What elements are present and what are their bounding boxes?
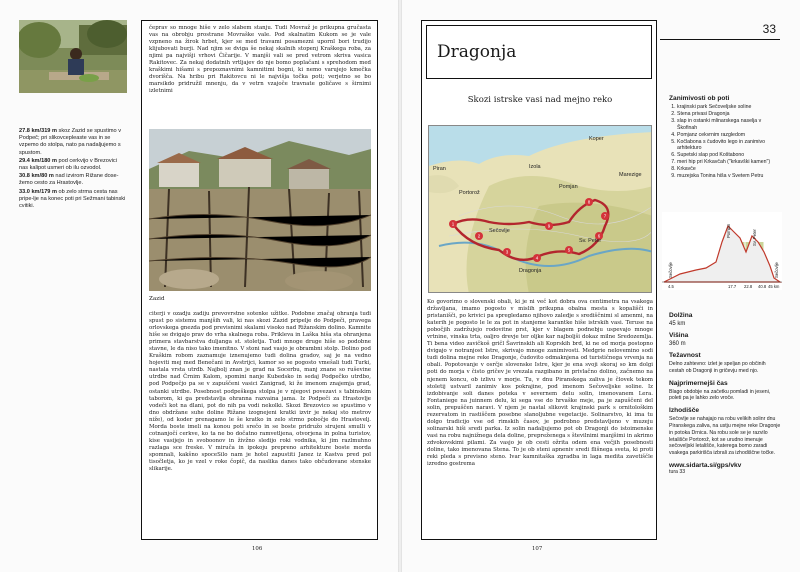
difficulty-value: Delno zahtevno: izlet je speljan po občinih cestah ob Dragonji in gričevju med njo. <box>669 361 766 374</box>
start-point-value: Sečovlje se nahajajo na robu velikih solinr dnu Piranskega zaliva, na ustju mejne reke Dragonje in potoka Drnica. Na robu sole se je razvilo letališče Portorož, kot se urudno imenuje sečoveljski letališče, katerega bomo zaradi vsakega parkirišča izbrali za izhodiščne točke. <box>669 416 781 457</box>
attraction-item: 1. krajinski park Sečoveljske soline <box>677 104 781 111</box>
route-line-4: 33.0 km/179 m ob zelo strma cesta nas pripe-lje na konec poti pri Sežmani tabinski cvitiki. <box>19 188 126 210</box>
route-point-1: 1 <box>451 221 455 227</box>
woman-with-basket-photo <box>19 20 127 93</box>
profile-label-end: Sečovlje <box>774 262 779 278</box>
length-value: 45 km <box>669 321 686 327</box>
start-point-label: Izhodišče <box>669 407 700 415</box>
vineyard-village-photo <box>149 129 371 291</box>
chapter-number-bar <box>660 20 780 40</box>
chapter-number: 33 <box>762 22 776 36</box>
route-point-8: 8 <box>587 199 591 205</box>
route-point-7: 7 <box>603 213 607 219</box>
profile-axis-4: 40.8 <box>758 284 767 289</box>
attractions-heading: Zanimivosti ob poti <box>669 95 730 102</box>
book-gutter <box>398 0 402 572</box>
left-page-frame <box>141 20 378 540</box>
route-point-2: 2 <box>477 233 481 239</box>
map-label-portoroz: Portorož <box>459 190 480 196</box>
map-label-secovlje: Sečovlje <box>489 228 510 234</box>
elevation-profile <box>662 212 782 290</box>
route-description-sidebar <box>19 128 127 211</box>
attractions-box <box>669 95 781 180</box>
map-label-piran: Piran <box>433 166 446 172</box>
attraction-item: 3. slap in ostanki mlinarskega naselja v Škofinah <box>677 118 781 132</box>
right-body-text: Ko govorimo o slovenski obali, ki je ni več kot dobra ova centimetra na vsakega državljana, imamo pogosto v mislih prikupna obalna mesta s kopališči in pristanišči, po krivici pa spregledamo njihovo zaledje s središčnimi sl amenmi, na katerih je pogosto le le za pot in stanjeme karantke hiše istrskih vasi. Teruse na pobočjih zadržujejo rodovitne prst, kjer v blagem podnebju uspevajo mnoge vrtnine, vinska trta, oaljro drevje ter oljke kar najboljši dokaz milne Sredozemlja. Ti bena video zavičkoš gričl Šavrinskih ali Koprskih brd, ki ne od morja postopno dvigajo v notranjost Istre, skrivajo mnoge zanimivosti. Medgrie nelovemino sodi tudi dolina mejne reke Dragonje, čudovito odmaknjena od turističnega vrvenja na obali. Popotovanje v osrčje slovenske Istre, kjer je ena svoji skoraj so km dolgi poti do morja v čisto gričev je vrezala razgibano in privlačno dolino, začnemo na njenem koncu, ob izlivu v morje. Tu, v dnu Piranskega zaliva je človek tekom stoletij ustvaril zanimiv kos pokrajine, pod imenom Sečoveljske soline. Iz izdobivanje soli danes poteka v severnem delu solin, imenovanem Lera. Fontaniege na juinnem delu, ki sega vse do hrvaške meje, pa je zapuščeni del solin, prepuščen naravi. V njem je nastal slikovit krajinski park s ornitološkim rezervatom in rastiščem posebne slanoljubne vegetacije. Solinarstvo, ki ima tu dolgo tradicijo vse od rimskih časov, je podrobno predstavljeno v muzeju solinarski hiši sredi parka. Iz solin nadaljujemo pot ob Dragonji do istoimenske vasi na robu najnižnega dela doline, prepreženega s številnimi manjšimi in akrimo zdvokovskimi pilami. Za vasjo je ob cesti ožrita odem ena večjih posebnosti doline, tako imenovana Stena. To je ob steni apneniv sredi flišnega sveta, ki proti reki pleda s previsno steno. Ivar kamnitaška zgradba in laga medita zavetiščle izredno gostrema <box>427 299 653 468</box>
attraction-item: 9. muzejska Tonina hiša v Svetem Petru <box>677 173 781 180</box>
route-line-1: 27.8 km/319 m skoz Zazid se spustimo v Podpeč; pri slikovcepleaste vas in se vzpemo do stolpa, nato pa nadaljujemo s spustom. <box>19 128 122 156</box>
trip-facts <box>669 312 781 476</box>
route-point-3: 3 <box>505 249 509 255</box>
route-point-6: 6 <box>597 233 601 239</box>
right-page-frame <box>421 20 657 540</box>
photo-caption: Zazid <box>149 296 165 302</box>
map-label-izola: Izola <box>529 164 541 170</box>
route-point-9: 9 <box>547 223 551 229</box>
photo-zazid-vineyard <box>149 129 371 291</box>
chapter-subtitle: Skozi istrske vasi nad mejno reko <box>467 95 613 105</box>
attraction-item: 6. Supetski slap pod Koštabono <box>677 152 781 159</box>
attraction-item: 5. Kočlabona s čudovito lego in zanimivo arhitekturo <box>677 139 781 153</box>
profile-axis-3: 22.8 <box>744 284 753 289</box>
route-map <box>428 125 652 293</box>
left-text-top: čeprav so mnoge hiše v zelo slabem stanju. Tudi Movraž je prikupna gručasta vas na obrobju prostrane Movraške vale. Pod skalnatim Kukom se je vale vzpneno na žirok hrbet, kjer se med travami posamezni upornl bori trudijo klijubovati burji. Nad njim se dviga še nekaj skalnih stopenj Kraškega roba, za njimi pa najvišji vrhovi Čičarije. V manjši vali se pred vetrom skriva vasica Rakitovec. Za nekaj dodatnih vrtljajev do nje bomo poplačani s sprehodom med kraškimi hišami s prepoznavnimi kamnitimi bogni, ki nemo varujejo kmečka dvorišča. Na hribu pri Rakitovcu ni le najvišja točka poti; verjetno se bo marsikdo pridružil mnenju, da v vetrn vzajoče travnate goličave s širnimi izletnimi <box>149 25 371 95</box>
best-time-label: Najprimernejši čas <box>669 379 728 387</box>
photo-woman-garden <box>19 20 127 93</box>
profile-axis-2: 17.7 <box>728 284 737 289</box>
title-box <box>426 25 652 79</box>
attractions-list <box>669 104 781 180</box>
attraction-item: 4. Pomjanz cekvrnim razgledom <box>677 132 781 139</box>
tour-number: tura 33 <box>669 468 686 475</box>
profile-label-start: Sečovlje <box>668 262 673 278</box>
route-line-2: 29.4 km/180 m pod cerkvijo v Brezovici nas kalipot usmeri ob ilu ozvodol. <box>19 157 117 172</box>
map-label-koper: Koper <box>589 136 604 142</box>
map-label-dragonja: Dragonja <box>519 268 542 274</box>
attraction-item: 8. Krkavče <box>677 166 781 173</box>
chapter-title: Dragonja <box>437 42 517 62</box>
best-time-value: Blago obdobje na začetku pomladi in jeseni, poleti pa je lahko zelo vroče. <box>669 388 771 402</box>
height-label: Višina <box>669 332 689 339</box>
length-label: Dolžina <box>669 312 693 319</box>
map-graphic <box>429 126 652 293</box>
route-point-4: 4 <box>535 255 539 261</box>
profile-axis-1: 4.5 <box>668 284 674 289</box>
left-text-bottom: citerji v ozadju zadiju prevovrstne sotenke užitke. Podobne značaj ohranja tudi spust po sistemu manjših vali, ki nas skozi Zazid pripelje do Podpeči, pravega orlovskega gnezda pod previsnimi skalami visoko nad Rižanskim dolino. Kamnite hiše se dvigajo prav do vrha skalnega roba. Prikleva in Laška hiša sta ohranjena primera stavbarstva duljanga st. stoletja. Tudi mnoge druge hiše so podobne stavne, le da niso tako imenitno. V stoni nad vasjo je obrambni stolp. Dolino pod Kraškim robom zaznamuje iznenujemo tudi dolina gradov, saj je na vedno hojeviti mej med Benečani in Avstrijci, kamor so se pogosto vmešali tudi Turki, nastala vrsta utrdb. Najbolj znan je grad na Socerbu, manj znane so ruševine utrdbe nad Črnim Kalom, spomini nanje Kubedsko in sedaj Podpečko utrdbo, pod Podpečjo pa se v zapuščeni vasici Zanigrad, ki že imenom znajemja grad, ostanki utrdbe. Posebnost podpeškega stolpa je v njegovi povezavi s tabinskim taborom, ki ga predstavlja ohranna razvaina jama. Iz Podpeči za Hrastovlje vodeči kot na dlani, pot do nih pa vodi nekolki. Skozi Brezovico se spustimo v dno obdržane suhe doline Rižane izognejeni kratki izvir je nekaj sto metrov niže), od koder prenagamo le še kratko in zelo strmo pobočje do Hrastovelj. Morda boste imeli na konou poti srečo in se boste pridružo sirujeni smulli v cotnanjočí cerkve, ko ta ne bo dočatno ramvetljena, otvorjena in polna turistov, kise vasijejo in svoboonov in živžno sledijo roki vodnika, ki jim razlmuhno razlaga sce freske. V miruča in ipokoju prepreno arhitekture boste morda spomnali, kakšno spoceSilo nam je hotel zapustiti Janez iz Kastva pred pol tisočletja, ko je vzel v roke čopič, da naslika danes tako občudovane stenske slikarije. <box>149 311 371 473</box>
attraction-item: 7. meri hip pri Krkavčah ("krkavški kamen") <box>677 159 781 166</box>
height-value: 360 m <box>669 341 686 347</box>
route-line-3: 30.8 km/80 m nad izvirom Rižane dose-žemo cesto za Hrastovlje. <box>19 173 119 187</box>
profile-axis-5: 45 km <box>768 284 780 289</box>
right-page-number: 107 <box>532 546 543 552</box>
attraction-item: 2. Stena privasi Dragonja <box>677 111 781 118</box>
gps-link[interactable]: www.sidarta.si/gps/vkv <box>669 461 742 469</box>
elevation-profile-graphic <box>662 212 782 290</box>
left-page-number: 106 <box>252 546 263 552</box>
profile-label-pomjan: Pomjan <box>726 223 731 238</box>
map-label-sv-peter: Sv. Peter <box>579 238 602 244</box>
route-point-5: 5 <box>567 247 571 253</box>
difficulty-label: Težavnost <box>669 352 701 359</box>
profile-label-svpeter: Sv. Peter <box>752 229 757 246</box>
map-label-marezige: Marezige <box>619 172 642 178</box>
map-label-pomjan: Pomjan <box>559 184 578 190</box>
